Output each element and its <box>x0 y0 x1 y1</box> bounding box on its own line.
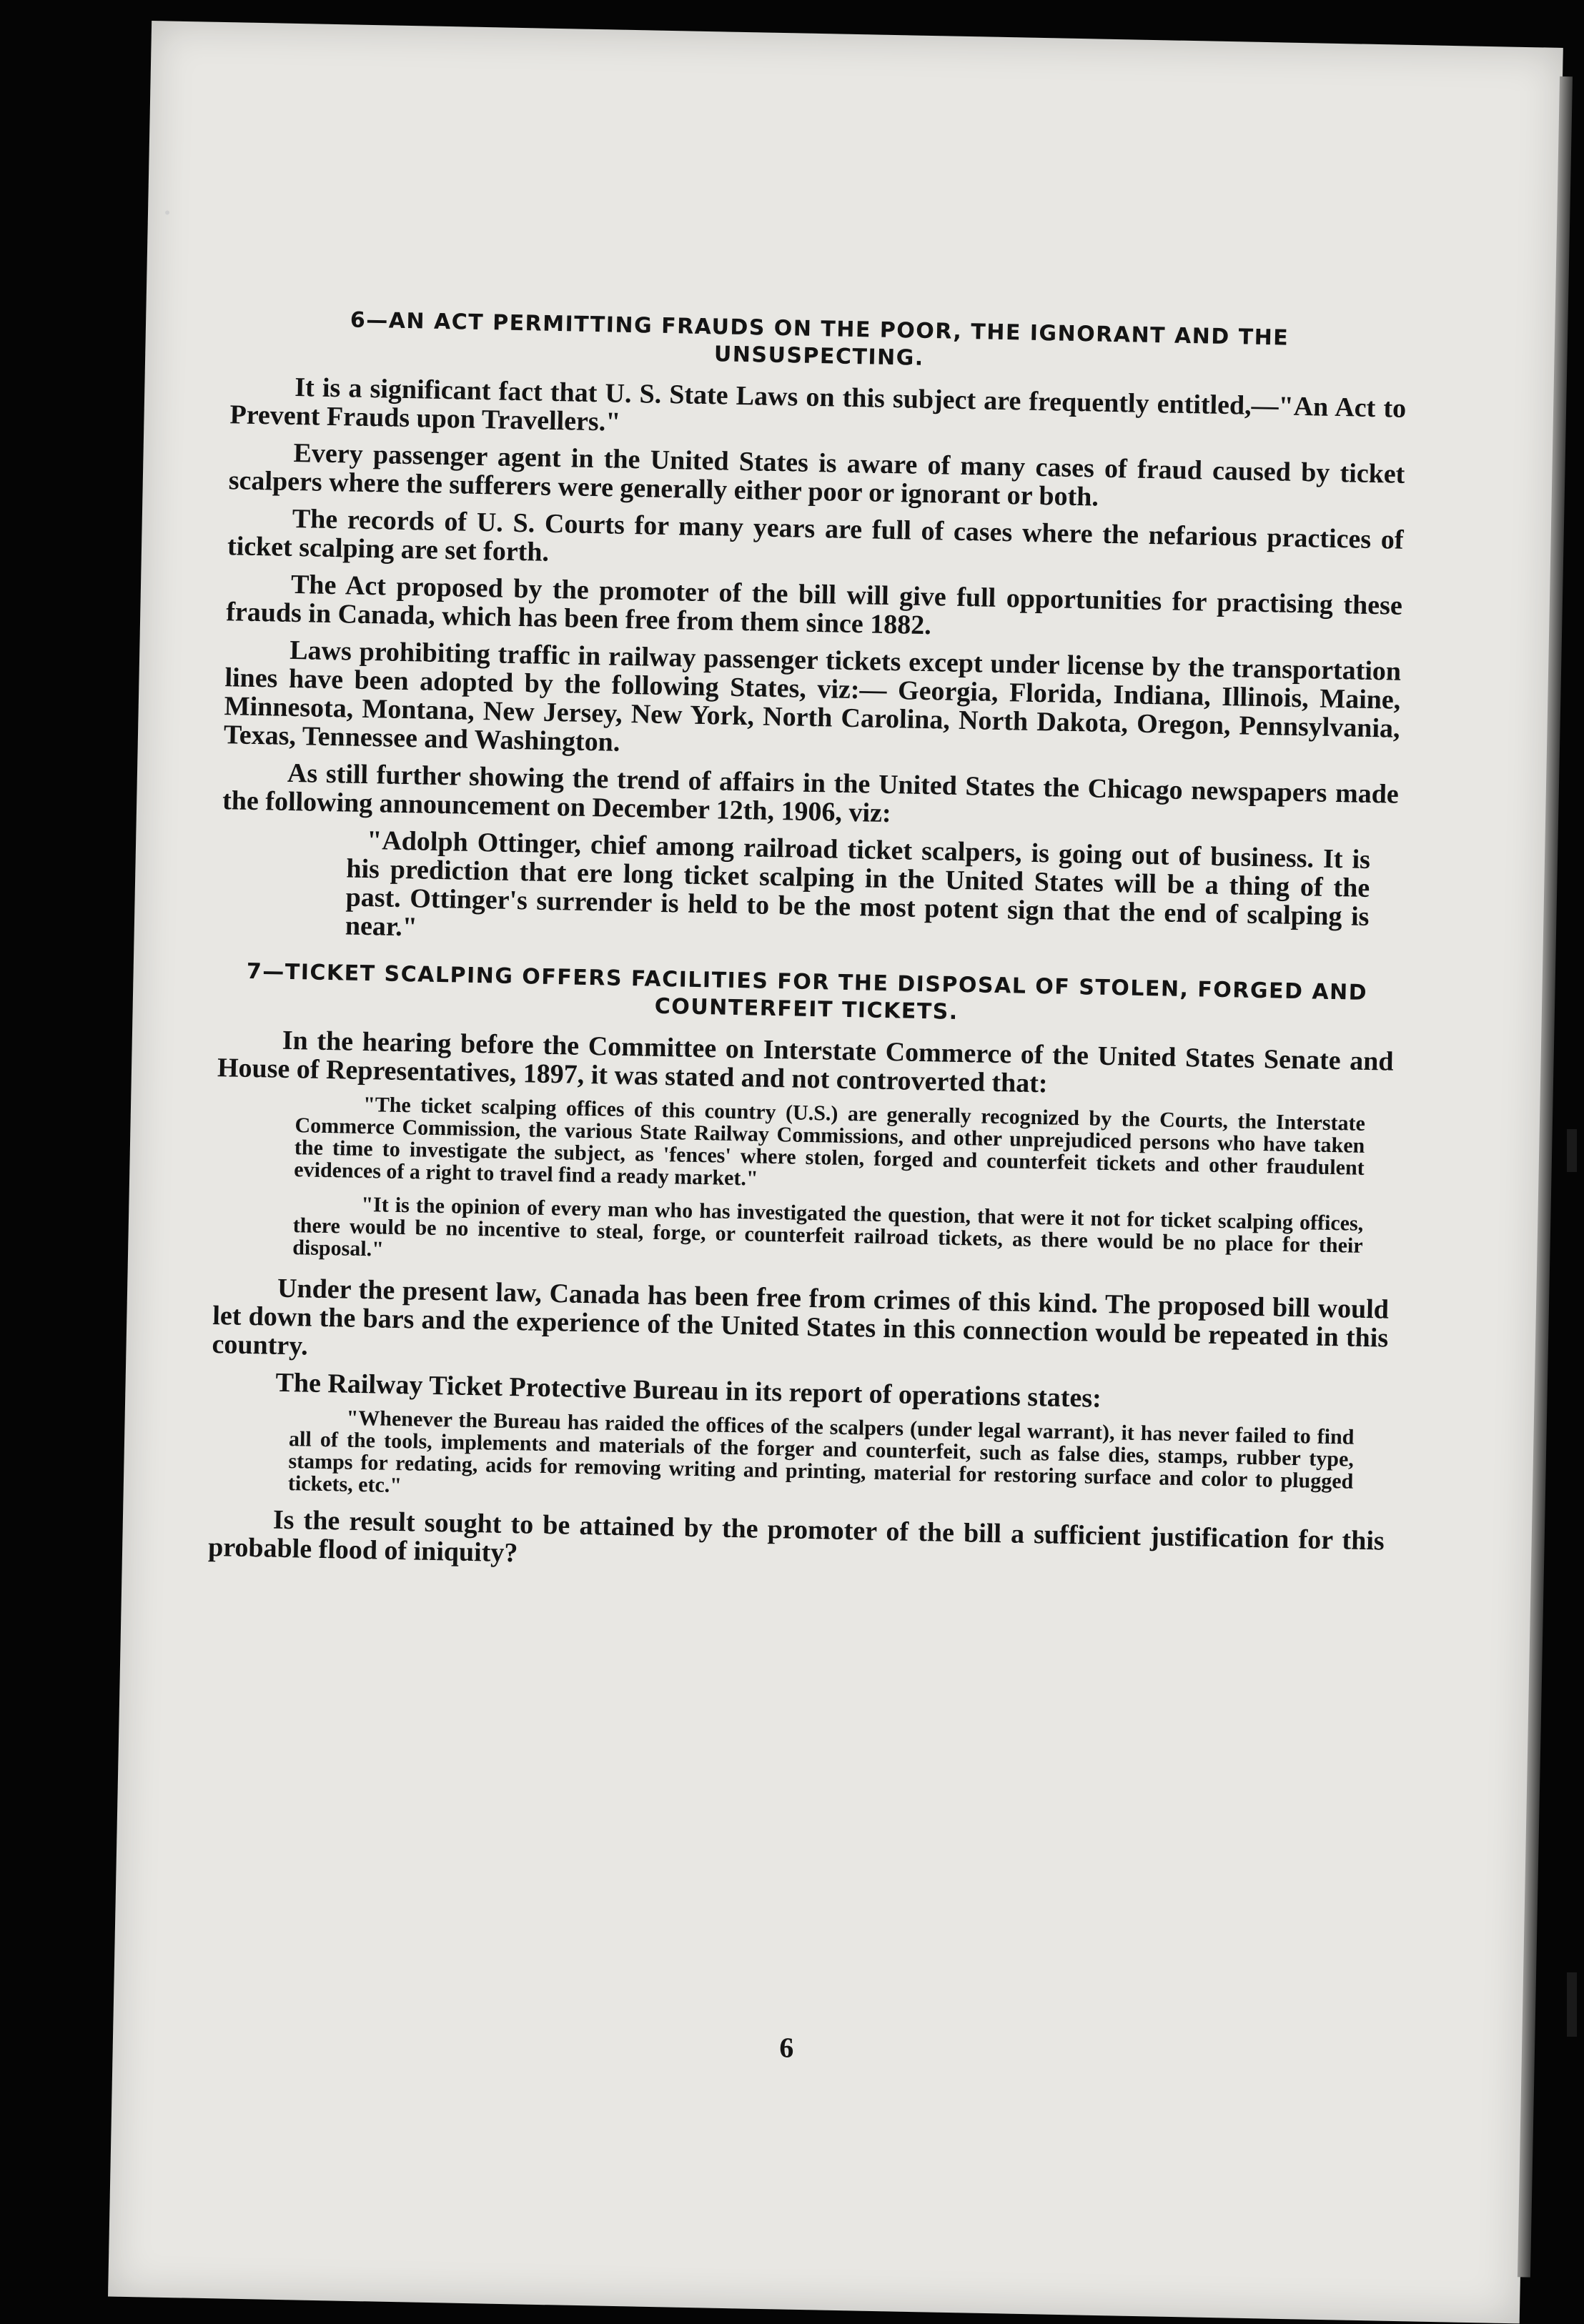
page-number: 6 <box>778 2031 794 2064</box>
paragraph: The Act proposed by the promoter of the bill will give full opportunities for practising these frauds in Canada, which has been free from them since 1882. <box>225 569 1403 641</box>
paragraph: In the hearing before the Committee on Interstate Commerce of the United States Senate and House of Representatives, 1897, it was stated and not controverted that: <box>217 1025 1394 1099</box>
closing-question: Is the result sought to be attained by the promoter of the bill a sufficient justification for this probable flood of iniquity? <box>207 1504 1385 1569</box>
section-7-heading: 7—TICKET SCALPING OFFERS FACILITIES FOR THE DISPOSAL OF STOLEN, FORGED AND COUNTERFEIT TICKETS. <box>246 958 1368 1025</box>
section-6-heading: 6—AN ACT PERMITTING FRAUDS ON THE POOR, THE IGNORANT AND THE UNSUSPECTING. <box>350 307 1290 371</box>
paragraph: Under the present law, Canada has been free from crimes of this kind. The proposed bill would let down the bars and the experience of the United States in this connection would be repeated in this country. <box>212 1273 1390 1361</box>
scan-speck <box>165 210 169 214</box>
page-edge <box>1518 76 1573 2278</box>
bureau-quote: "Whenever the Bureau has raided the offices of the scalpers (under legal warrant), it has never failed to find all of the tools, implements and materials of the forger and counterfeit, such as false dies, stamps, rubber type, stamps for redating, acids for removing writing and printing, material for restoring surface and color to plugged tickets, etc." <box>287 1406 1355 1498</box>
committee-quote-1: "The ticket scalping offices of this country (U.S.) are generally recognized by the Courts, the Interstate Commerce Commission, the various State Railway Commissions, and other unprejudiced persons who have taken the time to investigate the subject, as 'fences' where stolen, forged and counterfeit tickets and other fraudulent evidences of a right to travel find a ready market." <box>294 1093 1366 1191</box>
paragraph: As still further showing the trend of affairs in the United States the Chicago newspapers made the following announcement on December 12th, 1906, viz: <box>222 758 1400 829</box>
ottinger-quote: "Adolph Ottinger, chief among railroad ticket scalpers, is going out of business. It is his prediction that ere long ticket scalping in the United States will be a thing of the past. Ottinger's surrender is held to be the most potent sign that the end of scalping is near." <box>345 825 1371 943</box>
paragraph: Every passenger agent in the United States is aware of many cases of fraud caused by ticket scalpers where the sufferers were generally either poor or ignorant or both. <box>228 437 1405 512</box>
committee-quote-2: "It is the opinion of every man who has investigated the question, that were it not for ticket scalping offices, there would be no incentive to steal, forge, or counterfeit railroad tickets, as there would be no place for their disposal." <box>292 1192 1364 1261</box>
paragraph: The records of U. S. Courts for many years are full of cases where the nefarious practices of ticket scalping are set forth. <box>227 503 1404 567</box>
paragraph: It is a significant fact that U. S. State Laws on this subject are frequently entitled,—"An Act to Prevent Frauds upon Travellers." <box>229 372 1407 437</box>
document-page <box>108 21 1563 2323</box>
paragraph: Laws prohibiting traffic in railway passenger tickets except under license by the transportation lines have been adopted by the following States, viz:— Georgia, Florida, Indiana, Illinois, Maine, Minnesota, Montana, New Jersey, New York, North Carolina, North Dakota, Oregon, Pennsylvania, Texas, Tennessee and Washington. <box>223 635 1402 758</box>
paragraph: The Railway Ticket Protective Bureau in its report of operations states: <box>275 1367 1102 1414</box>
scan-mark <box>1567 1129 1577 1172</box>
scan-mark <box>1567 1972 1577 2037</box>
page-content <box>207 304 1408 2064</box>
